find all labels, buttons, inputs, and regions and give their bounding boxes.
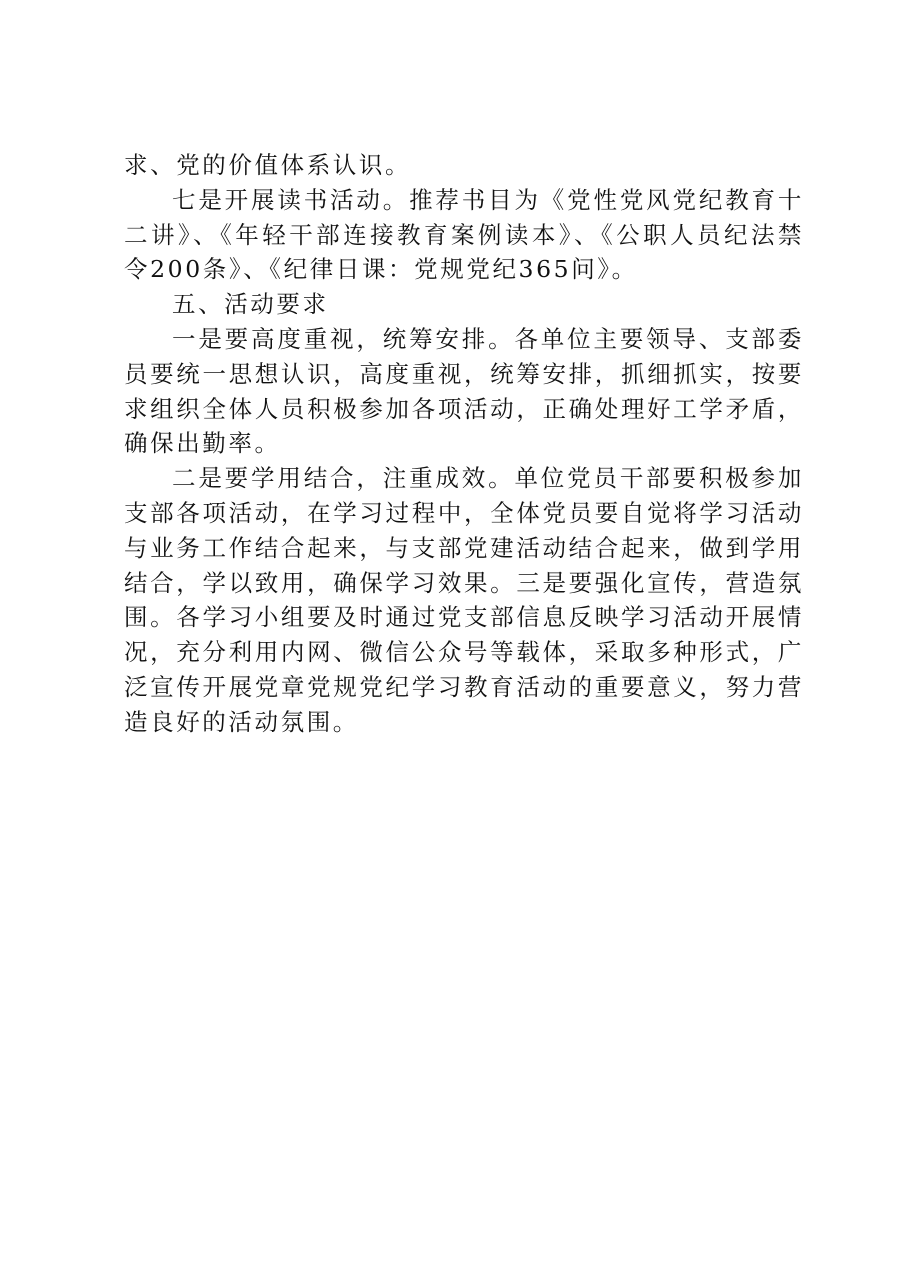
- paragraph-requirement-two-three: 二是要学用结合，注重成效。单位党员干部要积极参加支部各项活动，在学习过程中，全体党员要自觉将学习活动与业务工作结合起来，与支部党建活动结合起来，做到学用结合，学以致用，确保学习效果。三是要强化宣传，营造氛围。各学习小组要及时通过党支部信息反映学习活动开展情况，充分利用内网、微信公众号等载体，采取多种形式，广泛宣传开展党章党规党纪学习教育活动的重要意义，努力营造良好的活动氛围。: [124, 464, 804, 736]
- paragraph-requirement-one: 一是要高度重视，统筹安排。各单位主要领导、支部委员要统一思想认识，高度重视，统筹安排，抓细抓实，按要求组织全体人员积极参加各项活动，正确处理好工学矛盾，确保出勤率。: [124, 324, 804, 458]
- paragraph-continuation: 求、党的价值体系认识。: [124, 151, 412, 179]
- section-heading-activity-requirements: 五、活动要求: [172, 290, 329, 319]
- document-body: [124, 148, 804, 740]
- paragraph-reading-activity: 七是开展读书活动。推荐书目为《党性党风党纪教育十二讲》、《年轻干部连接教育案例读本》、《公职人员纪法禁令200条》、《纪律日课：党规党纪365问》。: [124, 185, 804, 284]
